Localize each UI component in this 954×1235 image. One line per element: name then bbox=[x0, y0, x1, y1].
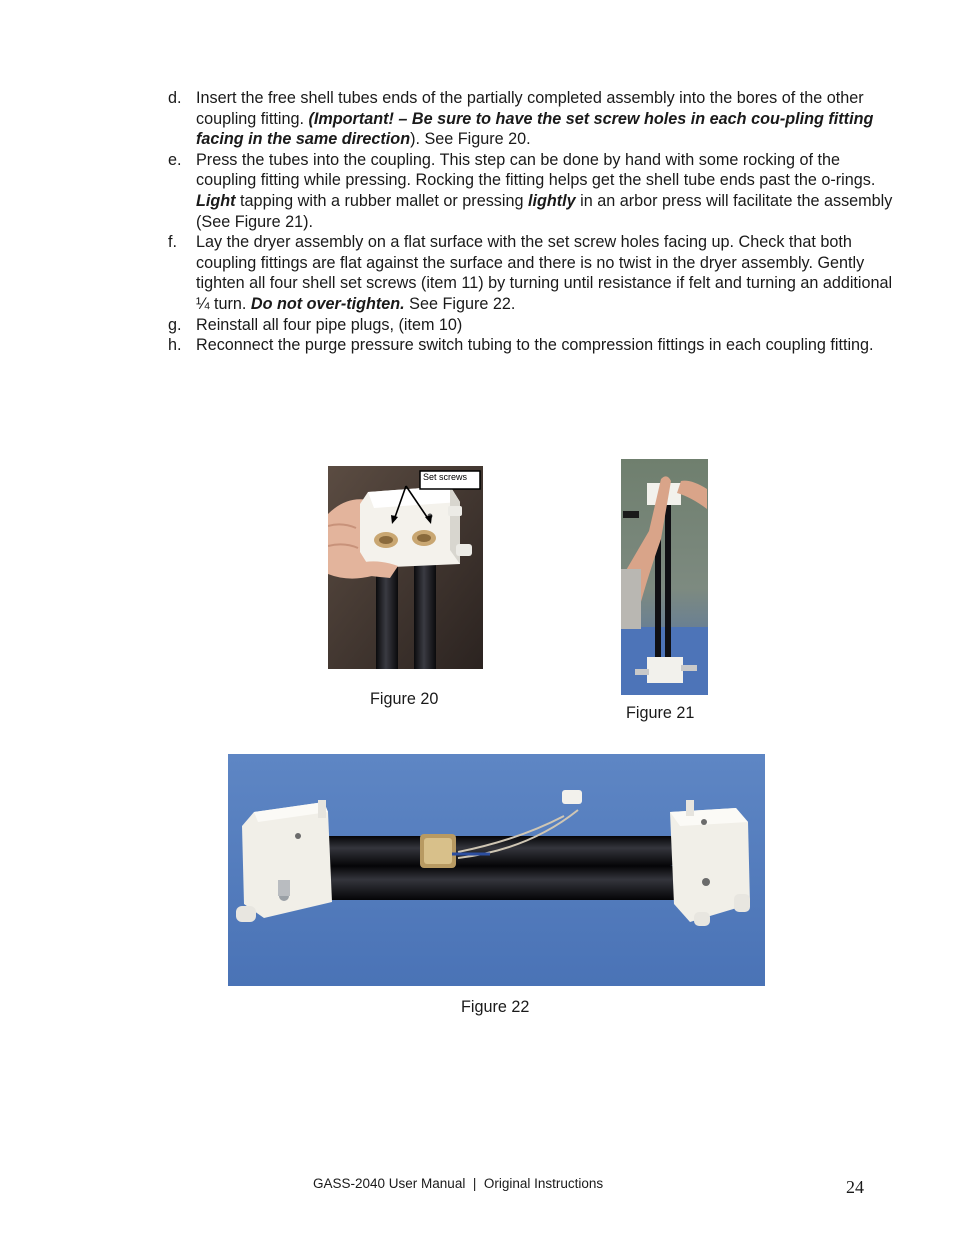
set-screws-callout: Set screws bbox=[423, 472, 468, 482]
step-letter: g. bbox=[168, 315, 182, 334]
step-text bbox=[196, 150, 903, 232]
footer-text: GASS-2040 User Manual | Original Instructions bbox=[313, 1176, 604, 1191]
instruction-steps bbox=[168, 88, 903, 356]
step-g bbox=[168, 315, 903, 336]
step-text bbox=[196, 315, 903, 336]
emphasis-text: lightly bbox=[528, 191, 576, 210]
step-text-run: ). See Figure 20. bbox=[410, 130, 531, 149]
emphasis-text: (Important! – Be sure to have the set screw holes in each cou-pling fitting facing in the same direction bbox=[196, 109, 874, 149]
step-text-run: Reinstall all four pipe plugs, (item 10) bbox=[196, 315, 463, 334]
figure-21-photo bbox=[621, 459, 708, 695]
figure-22-caption: Figure 22 bbox=[461, 998, 530, 1016]
step-text-run: Lay the dryer assembly on a flat surface with the set screw holes facing up. Check that both coupling fittings are flat against the surface and there is no twist in the dryer assembly. Gently tighten all four shell set screws (item 11) by turning until resistance if felt and turning an additional ¼ turn. bbox=[196, 233, 893, 313]
step-letter: d. bbox=[168, 89, 182, 107]
step-text-run: Insert the free shell tubes ends of the partially completed assembly into the bores of the other coupling fitting. bbox=[196, 89, 864, 128]
step-letter: e. bbox=[168, 150, 182, 169]
step-d bbox=[168, 88, 903, 150]
step-text-run: tapping with a rubber mallet or pressing bbox=[235, 191, 528, 210]
step-text-run: Press the tubes into the coupling. This step can be done by hand with some rocking of the coupling fitting while pressing. Rocking the fitting helps get the shell tube ends past the o-rings. bbox=[196, 150, 876, 190]
figure-20-photo bbox=[328, 466, 483, 669]
step-text-run: in an arbor press will facilitate the assembly (See Figure 21). bbox=[196, 191, 893, 231]
step-h bbox=[168, 335, 903, 356]
press-assembly-photo bbox=[621, 459, 708, 695]
step-letter: f. bbox=[168, 233, 177, 252]
figure-20-caption: Figure 20 bbox=[370, 690, 439, 708]
step-text bbox=[196, 335, 903, 356]
dryer-assembly-photo bbox=[228, 754, 765, 986]
figure-21-caption: Figure 21 bbox=[626, 704, 695, 722]
figure-22-photo bbox=[228, 754, 765, 986]
step-letter: h. bbox=[168, 336, 182, 355]
step-text-run: See Figure 22. bbox=[404, 294, 516, 313]
coupling-fitting-photo bbox=[328, 466, 483, 669]
step-text bbox=[196, 88, 903, 150]
emphasis-text: Light bbox=[196, 191, 236, 210]
step-e bbox=[168, 150, 903, 232]
step-f bbox=[168, 232, 903, 314]
page-number: 24 bbox=[846, 1177, 864, 1197]
step-text-run: Reconnect the purge pressure switch tubing to the compression fittings in each coupling fitting. bbox=[196, 336, 874, 355]
emphasis-text: Do not over-tighten. bbox=[250, 294, 405, 313]
step-text bbox=[196, 232, 903, 314]
